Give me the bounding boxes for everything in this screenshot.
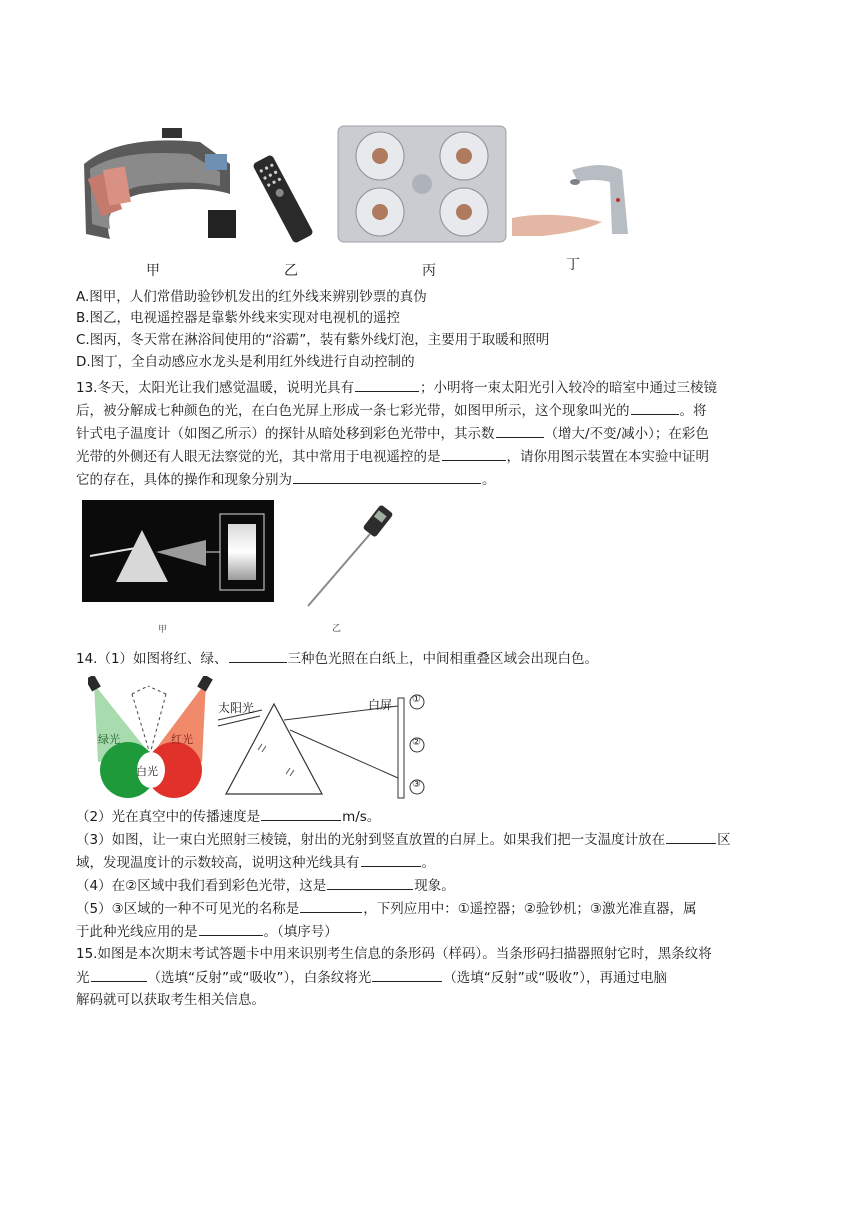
figure-12-row xyxy=(76,120,656,280)
region-1-label: ① xyxy=(412,694,421,705)
q13-text: （增大/不变/减小）；在彩色 xyxy=(544,426,709,442)
q13-text: 13.冬天，太阳光让我们感觉温暖，说明光具有 xyxy=(76,380,354,396)
q13-text: 。将 xyxy=(679,403,707,419)
answer-blank[interactable] xyxy=(229,648,287,663)
q14-text: （4）在②区域中我们看到彩色光带，这是 xyxy=(76,878,327,894)
caption-jia: 甲 xyxy=(146,263,160,279)
answer-blank[interactable] xyxy=(293,469,481,484)
bath-heater-image xyxy=(336,124,508,244)
q15-line-1: 15.如图是本次期末考试答题卡中用来识别考生信息的条形码（样码）。当条形码扫描器照射它时，黑条纹将 xyxy=(76,946,712,962)
q14-text: 三种色光照在白纸上，中间相重叠区域会出现白色。 xyxy=(287,651,599,667)
q15-text: 光 xyxy=(76,970,90,986)
answer-blank[interactable] xyxy=(442,446,506,461)
q14-part-5 xyxy=(76,898,697,919)
answer-blank[interactable] xyxy=(361,852,421,867)
white-light-label: 白光 xyxy=(136,765,158,778)
remote-control-image xyxy=(244,154,324,244)
q12-option-d: D.图丁，全自动感应水龙头是利用红外线进行自动控制的 xyxy=(76,354,415,370)
q13-text: ，请你用图示装置在本实验中证明 xyxy=(506,449,709,465)
q14-part-1 xyxy=(76,648,598,669)
q12-option-c: C.图丙，冬天常在淋浴间使用的“浴霸”，装有紫外线灯泡，主要用于取暖和照明 xyxy=(76,332,550,348)
q12-option-a: A.图甲，人们常借助验钞机发出的红外线来辨别钞票的真伪 xyxy=(76,289,427,305)
q14-text: 现象。 xyxy=(414,878,455,894)
answer-blank[interactable] xyxy=(372,967,442,982)
q13-text: 后，被分解成七种颜色的光，在白色光屏上形成一条七彩光带，如图甲所示，这个现象叫光的 xyxy=(76,403,630,419)
q14-text: 区 xyxy=(717,832,731,848)
q13-text: 针式电子温度计（如图乙所示）的探针从暗处移到彩色光带中，其示数 xyxy=(76,426,495,442)
q14-part-3 xyxy=(76,829,731,850)
q14-text: 于此种光线应用的是 xyxy=(76,924,198,940)
white-screen-label: 白屏 xyxy=(368,698,393,712)
q14-part-2 xyxy=(76,806,380,827)
q13-line-1 xyxy=(76,377,717,398)
answer-blank[interactable] xyxy=(355,377,419,392)
q14-text: m/s。 xyxy=(342,809,381,825)
q15-text: （选填“反射”或“吸收”），白条纹将光 xyxy=(147,970,372,986)
q14-text: 14.（1）如图将红、绿、 xyxy=(76,651,228,667)
answer-blank[interactable] xyxy=(666,829,716,844)
banknote-checker-image xyxy=(80,124,240,244)
q13-line-2 xyxy=(76,400,707,421)
answer-blank[interactable] xyxy=(631,400,679,415)
q13-line-5 xyxy=(76,469,496,490)
q14-part-4 xyxy=(76,875,455,896)
q14-text: 域，发现温度计的示数较高，说明这种光线具有 xyxy=(76,855,360,871)
q13-text: 。 xyxy=(482,472,496,488)
caption-ding: 丁 xyxy=(566,257,580,273)
red-light-label: 红光 xyxy=(171,733,193,746)
answer-blank[interactable] xyxy=(300,898,362,913)
q14-text: （5）③区域的一种不可见光的名称是 xyxy=(76,901,300,917)
prism-dispersion-image xyxy=(82,500,274,602)
green-light-label: 绿光 xyxy=(98,733,120,746)
q13-text: 光带的外侧还有人眼无法察觉的光，其中常用于电视遥控的是 xyxy=(76,449,441,465)
q14-text: （2）光在真空中的传播速度是 xyxy=(76,809,261,825)
q14-text: ，下列应用中：①遥控器；②验钞机；③激光准直器，属 xyxy=(363,901,697,917)
q13-text: ；小明将一束太阳光引入较冷的暗室中通过三棱镜 xyxy=(419,380,717,396)
caption-jia-13: 甲 xyxy=(158,625,168,635)
region-3-label: ③ xyxy=(412,779,421,790)
q14-text: （3）如图，让一束白光照射三棱镜，射出的光射到竖直放置的白屏上。如果我们把一支温度计放在 xyxy=(76,832,666,848)
caption-bing: 丙 xyxy=(422,263,436,279)
sunlight-label: 太阳光 xyxy=(218,701,255,715)
caption-yi-13: 乙 xyxy=(332,624,342,634)
thermometer-image xyxy=(300,500,396,610)
q14-text: 。（填序号） xyxy=(263,924,338,940)
q14-part-3b xyxy=(76,852,435,873)
q13-line-4 xyxy=(76,446,709,467)
q12-option-b: B.图乙，电视遥控器是靠紫外线来实现对电视机的遥控 xyxy=(76,310,401,326)
q13-text: 它的存在，具体的操作和现象分别为 xyxy=(76,472,292,488)
answer-blank[interactable] xyxy=(261,806,341,821)
region-2-label: ② xyxy=(412,737,421,748)
answer-blank[interactable] xyxy=(91,967,147,982)
q14-text: 。 xyxy=(421,855,435,871)
sensor-faucet-image xyxy=(512,160,644,244)
q15-line-2 xyxy=(76,967,667,988)
caption-yi: 乙 xyxy=(284,263,298,279)
q14-part-5b xyxy=(76,921,338,942)
q15-text: （选填“反射”或“吸收”），再通过电脑 xyxy=(443,970,667,986)
q15-line-3: 解码就可以获取考生相关信息。 xyxy=(76,992,265,1008)
answer-blank[interactable] xyxy=(496,423,544,438)
answer-blank[interactable] xyxy=(327,875,413,890)
answer-blank[interactable] xyxy=(199,921,263,936)
q13-line-3 xyxy=(76,423,709,444)
